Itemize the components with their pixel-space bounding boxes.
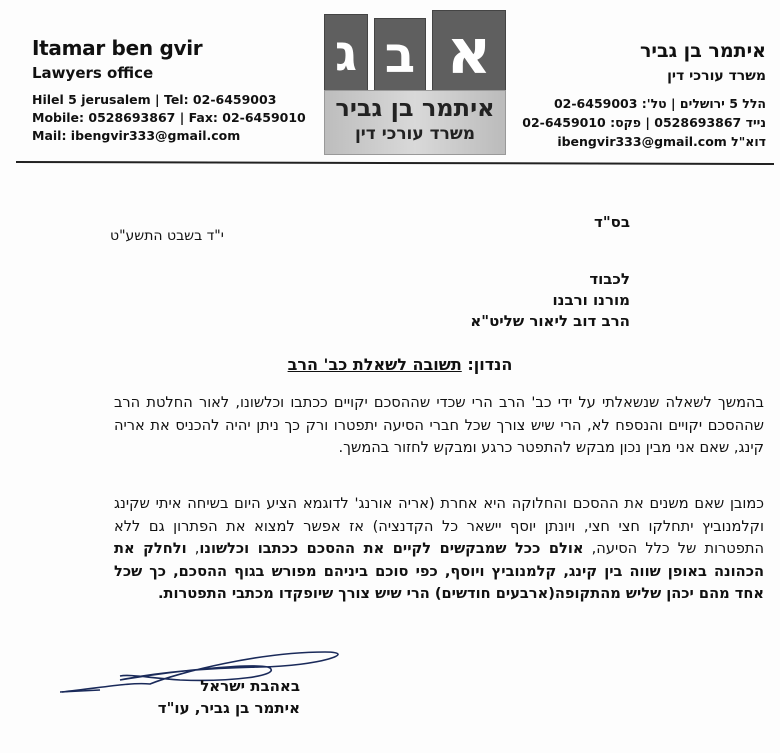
logo-subtitle: משרד עורכי דין [354, 124, 476, 144]
english-address-line: Hilel 5 jerusalem | Tel: 02-6459003 [32, 92, 277, 107]
hebrew-mobile-line: נייד 0528693867 | פקס: 02-6459010 [522, 115, 766, 130]
paragraph-1: בהמשך לשאלה שנשאלתי על ידי כב' הרב הרי שכדי שההסכם יקויים ככתבו וכלשונו, לאור החלטת הרב שההסכם יקויים והנספח לא, הרי שיש צורך שכל חברי הסיעה יתפטרו ורק כך ניתן יהיה להכניס את אריה קינג, שאם אני מבין נכון מבקש להתפטר כרגע ומבקש לחזור בהמשך. [114, 394, 764, 456]
paragraph-2-bold-2: ולחלק את הכהונה באופן שווה בין קינג, קלמנוביץ ויוסף, כפי סוכם ביניהם מפורש בגוף ההסכם, כך שכל אחד מהם יכהן שליש מהתקופה(ארבעים חודשים) הרי שיש צורך שיופקדו מכתבי התפטרות. [114, 540, 764, 602]
hebrew-firm-subtitle: משרד עורכי דין [667, 68, 766, 84]
logo-letter-alef: א [432, 10, 506, 92]
subject-label: הנדון: [467, 355, 513, 374]
logo-letter-bet: ב [374, 18, 426, 92]
paragraph-2-comma: , [186, 540, 200, 557]
subject-text: תשובה לשאלת כב' הרב [287, 355, 462, 374]
hebrew-address-line: הלל 5 ירושלים | טל': 02-6459003 [553, 96, 766, 111]
logo-name: איתמר בן גביר [335, 94, 495, 122]
paragraph-2-bold-1: אולם ככל שמבקשים לקיים את ההסכם ככתבו וכלשונו [199, 540, 584, 557]
english-firm-subtitle: Lawyers office [32, 64, 154, 82]
closing-line: באהבת ישראל [200, 677, 300, 695]
recipient-line-2: מורנו ורבנו [552, 291, 630, 309]
logo-letter-gimel: ג [324, 14, 368, 92]
hebrew-mail-line: דוא"ל ibengvir333@gmail.com [557, 134, 766, 149]
english-mobile-line: Mobile: 0528693867 | Fax: 02-6459010 [32, 110, 306, 125]
english-firm-name: Itamar ben gvir [32, 36, 203, 60]
recipient-line-3: הרב דוב ליאור שליט"א [470, 312, 630, 330]
recipient-line-1: לכבוד [589, 270, 630, 288]
subject-line [250, 355, 550, 374]
logo-band [324, 90, 506, 155]
english-mail-line: Mail: ibengvir333@gmail.com [32, 128, 241, 143]
paragraph-2-regular: כמובן שאם משנים את ההסכם והחלוקה היא אחרת (אריה אורנג' לדוגמא הציע היום בשיחה איתי שקינג וקלמנוביץ יתחלקו חצי חצי, ויונתן יוסף יישאר כל הקדנציה) אז אפשר למצוא את הפתרון גם ללא התפטרות של כלל הסיעה, [114, 495, 764, 557]
hebrew-firm-name: איתמר בן גביר [639, 40, 766, 62]
letter-date: י"ד בשבט התשע"ט [110, 228, 224, 244]
signer-name: איתמר בן גביר, עו"ד [157, 699, 300, 717]
paragraph-2 [114, 493, 764, 606]
letterhead-divider [16, 161, 774, 165]
firm-logo [324, 10, 504, 153]
bsd-mark: בס"ד [594, 213, 630, 231]
